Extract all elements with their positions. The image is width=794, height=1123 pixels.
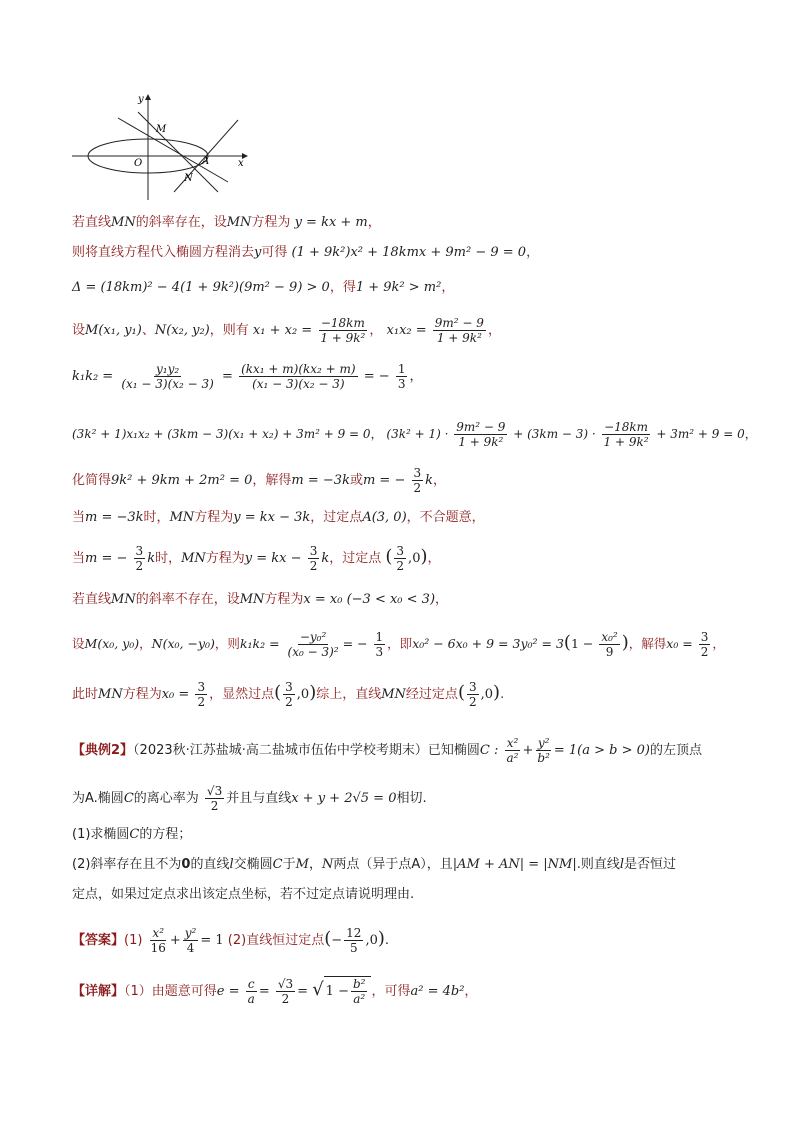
- t: 的斜率存在，设: [135, 215, 227, 230]
- num: −18km: [604, 420, 649, 434]
- t: (1)求椭圆: [72, 827, 130, 842]
- t: 经过定点: [405, 687, 458, 702]
- fraction: [149, 926, 168, 955]
- num: c: [247, 977, 255, 991]
- num: y²: [184, 926, 197, 940]
- m: MN: [239, 592, 265, 607]
- fraction: [699, 630, 711, 659]
- m: x₁ + x₂ =: [252, 323, 313, 338]
- fraction: [396, 362, 408, 391]
- text-line-5: [72, 362, 724, 391]
- m: k: [425, 473, 434, 488]
- den: 9: [605, 645, 614, 659]
- m: N: [321, 857, 334, 872]
- m: MN: [226, 215, 252, 230]
- t: ，: [487, 323, 501, 338]
- m: MN: [111, 592, 136, 607]
- m: C: [272, 857, 283, 872]
- t: 方程为: [194, 510, 234, 525]
- fraction: [119, 362, 216, 391]
- den: 2: [210, 799, 219, 813]
- m: 0: [369, 933, 378, 948]
- m: 9k² + 9km + 2m² = 0: [111, 473, 253, 488]
- num: 3: [413, 466, 422, 480]
- m: M(x₀, y₀): [84, 636, 140, 651]
- text-line-6: [72, 420, 757, 449]
- m: 1 −: [570, 636, 594, 651]
- num: (kx₁ + m)(kx₂ + m): [241, 362, 356, 376]
- m: Δ = (18km)² − 4(1 + 9k²)(9m² − 9) > 0: [72, 280, 330, 295]
- fraction: [433, 316, 486, 345]
- num: 3: [197, 680, 206, 694]
- t: ，不合题意，: [406, 510, 485, 525]
- m: +: [169, 933, 181, 948]
- t: ，: [435, 592, 449, 607]
- t: 两点（异于点A），且: [333, 857, 453, 872]
- t: (2)斜率存在且不为: [72, 857, 182, 872]
- den: 4: [186, 941, 195, 955]
- num: b²: [352, 977, 366, 991]
- m: = −: [363, 369, 390, 384]
- text-line-7: [72, 466, 724, 495]
- m: (3k² + 1) ·: [386, 427, 449, 441]
- m: 0: [300, 687, 310, 702]
- t: ，则: [214, 636, 240, 651]
- num: −18km: [320, 316, 365, 330]
- m: x₁x₂ =: [386, 323, 427, 338]
- den: 3: [397, 377, 406, 391]
- text-line-11: 设M(x₀, y₀)，N(x₀, −y₀)，则k₁k₂ = $\frac{\text{−y₀²}}{\text{(x₀ − 3)²}}$ = − $\frac{1}{3}$ ，即x₀² − 6x₀ + 9 = 3y₀² = 3(1 − $\frac{\text{x₀²}}{9}$ )，解得x₀ = $\frac{3}{2}$ ，: [72, 630, 725, 659]
- num: 3: [285, 680, 293, 694]
- t: ，: [308, 857, 322, 872]
- t: ，即: [387, 636, 413, 651]
- fraction: [246, 977, 257, 1006]
- m: m = −3k: [85, 510, 144, 525]
- den: 2: [413, 481, 422, 495]
- m: x + y + 2√5 = 0: [291, 791, 397, 806]
- t: 的斜率不存在，设: [135, 592, 240, 607]
- t: （2023秋·江苏盐城·高二盐城市伍佑中学校考期末）已知椭圆: [133, 743, 480, 758]
- num: x²: [506, 736, 519, 750]
- t: .则直线: [576, 857, 620, 872]
- label-x: x: [238, 158, 244, 169]
- t: 方程为: [264, 592, 304, 607]
- m: y: [254, 245, 262, 260]
- t: ，: [712, 636, 725, 651]
- m: k₁k₂ =: [239, 636, 280, 651]
- den: 3: [375, 645, 384, 659]
- fraction: [195, 680, 207, 709]
- m: C: [123, 791, 134, 806]
- den: 1 + 9k²: [436, 331, 482, 345]
- t: 当: [72, 551, 86, 566]
- answer-label: 【答案】: [72, 933, 125, 948]
- fraction: [308, 544, 320, 573]
- fraction: [374, 630, 386, 659]
- t: ，: [369, 323, 383, 338]
- m: k: [147, 551, 156, 566]
- den: 2: [396, 559, 405, 573]
- t: ，过定点: [329, 551, 382, 566]
- fraction: [394, 544, 406, 573]
- text-line-10: [72, 589, 724, 611]
- fraction: [344, 926, 363, 955]
- text-line-8: [72, 507, 724, 529]
- m: 1 + 9k² > m²: [355, 280, 442, 295]
- m: =: [258, 984, 270, 999]
- den: 16: [150, 941, 166, 955]
- den: 2: [285, 695, 293, 709]
- den: 2: [700, 645, 709, 659]
- t: ，则有: [209, 323, 249, 338]
- num: x²: [152, 926, 164, 940]
- t: 的离心率为: [133, 791, 199, 806]
- num: 9m² − 9: [434, 316, 484, 330]
- text-line-12: 此时MN方程为x₀ = $\frac{3}{2}$ ，显然过点( $\frac{3}{2}$ ,0)综上，直线MN经过定点( $\frac{3}{2}$ ,0).: [72, 680, 505, 709]
- den: 1 + 9k²: [603, 435, 649, 449]
- m: a² = 4b²: [410, 984, 465, 999]
- m: MN: [169, 510, 195, 525]
- y-axis-arrow: [145, 94, 151, 100]
- m: l: [229, 857, 234, 872]
- t: 0: [181, 857, 191, 872]
- fraction: [602, 420, 651, 449]
- m: MN: [381, 687, 406, 702]
- m: x₀ =: [161, 687, 190, 702]
- num: √3: [277, 977, 294, 991]
- t: ，解得: [252, 473, 292, 488]
- m: =: [222, 369, 233, 384]
- t: ，显然过点: [209, 687, 275, 702]
- fraction: [599, 630, 619, 659]
- fraction: [134, 544, 146, 573]
- num: 12: [346, 926, 362, 940]
- m: M(x₁, y₁): [85, 323, 142, 338]
- t: ，: [744, 427, 757, 441]
- t: 可得: [261, 245, 288, 260]
- fraction: [205, 784, 224, 813]
- den: 1 + 9k²: [320, 331, 366, 345]
- fraction: [535, 736, 552, 765]
- den: a²: [353, 992, 366, 1006]
- label-n: N: [184, 173, 193, 184]
- t: ，解得: [628, 636, 667, 651]
- t: (1): [124, 933, 143, 948]
- den: 2: [135, 559, 144, 573]
- fraction: [454, 420, 507, 449]
- t: 化简得: [72, 473, 112, 488]
- t: 的直线: [190, 857, 230, 872]
- t: 于: [282, 857, 296, 872]
- t: ，: [367, 215, 381, 230]
- num: 3: [396, 544, 405, 558]
- den: a²: [506, 751, 519, 765]
- label-a: A: [202, 156, 210, 167]
- m: = 1: [200, 933, 224, 948]
- t: 并且与直线: [226, 791, 292, 806]
- t: 方程为: [205, 551, 245, 566]
- t: （1）由题意可得: [124, 984, 217, 999]
- fraction: [183, 926, 199, 955]
- m: y = kx −: [244, 551, 302, 566]
- m: m = −: [362, 473, 406, 488]
- ellipse-figure: [70, 92, 260, 202]
- m: +: [522, 743, 534, 758]
- t: 综上，直线: [316, 687, 382, 702]
- t: 则将直线方程代入椭圆方程消去: [72, 245, 255, 260]
- t: ，: [441, 280, 455, 295]
- fraction: [286, 630, 341, 659]
- m: C :: [479, 743, 499, 758]
- t: ，可得: [371, 984, 411, 999]
- num: y₁y₂: [156, 362, 180, 376]
- t: 的左顶点: [650, 743, 703, 758]
- m: l: [619, 857, 625, 872]
- m: = 1(a > b > 0): [553, 743, 650, 758]
- m: 0: [412, 551, 421, 566]
- text-line-19: 【详解】（1）由题意可得e = $\frac{c}{a}$ = $\frac{√3}{2}$ = √ 1 − $\frac{\text{b²}}{\text{a²}}$ ，可得a² = 4b²，: [72, 977, 478, 1006]
- num: 3: [135, 544, 144, 558]
- m: A(3, 0): [362, 510, 407, 525]
- t: 若直线: [72, 215, 112, 230]
- num: 1: [397, 362, 406, 376]
- m: (1 + 9k²)x² + 18kmx + 9m² − 9 = 0: [291, 245, 527, 260]
- t: 交椭圆: [233, 857, 273, 872]
- text-line-18: 【答案】(1) $\frac{\text{x²}}{16}$ + $\frac{\text{y²}}{4}$ = 1 (2)直线恒过定点(− $\frac{12}{5}$ ,0).: [72, 926, 390, 955]
- den: 1 + 9k²: [458, 435, 504, 449]
- m: + 3m² + 9 = 0: [656, 427, 745, 441]
- t: 时，: [155, 551, 182, 566]
- t: 定点，如果过定点求出该定点坐标，若不过定点请说明理由.: [72, 887, 415, 902]
- m: (3k² + 1)x₁x₂ + (3km − 3)(x₁ + x₂) + 3m² + 9 = 0: [72, 427, 371, 441]
- m: x = x₀ (−3 < x₀ < 3): [303, 592, 436, 607]
- t: 当: [72, 510, 86, 525]
- t: ，: [526, 245, 540, 260]
- text-line-14: [72, 784, 724, 813]
- num: 1: [375, 630, 384, 644]
- m: 0: [484, 687, 494, 702]
- num: 3: [468, 680, 477, 694]
- text-line-1: [72, 212, 724, 234]
- t: 时，: [143, 510, 170, 525]
- den: 5: [349, 941, 358, 955]
- t: 方程为: [251, 215, 291, 230]
- fraction: [239, 362, 358, 391]
- text-line-15: [72, 824, 724, 846]
- m: =: [297, 984, 309, 999]
- t: 的方程；: [139, 827, 192, 842]
- den: 2: [281, 992, 290, 1006]
- m: m = −: [85, 551, 128, 566]
- t: (2)直线恒过定点: [227, 933, 325, 948]
- text-line-16: [72, 854, 724, 876]
- m: = −: [342, 636, 368, 651]
- t: 方程为: [122, 687, 162, 702]
- num: √3: [206, 784, 223, 798]
- m: MN: [98, 687, 123, 702]
- m: k₁k₂ =: [72, 369, 114, 384]
- num: −y₀²: [299, 630, 327, 644]
- fraction: [467, 680, 479, 709]
- t: 设: [72, 636, 85, 651]
- label-y: y: [138, 94, 144, 105]
- m: MN: [181, 551, 206, 566]
- num: 3: [309, 544, 318, 558]
- m: x₀² − 6x₀ + 9 = 3y₀² = 3: [412, 636, 564, 651]
- m: e =: [216, 984, 240, 999]
- fraction: [412, 466, 424, 495]
- t: .: [384, 933, 390, 948]
- text-line-3: [72, 277, 724, 299]
- m: |AM + AN| = |NM|: [452, 857, 577, 872]
- t: ，: [409, 369, 423, 384]
- t: ，: [370, 427, 383, 441]
- m: M: [295, 857, 309, 872]
- den: (x₁ − 3)(x₂ − 3): [121, 377, 214, 391]
- text-line-9: 当m = − $\frac{3}{2}$ k时，MN方程为y = kx − $\frac{3}{2}$ k，过定点 ( $\frac{3}{2}$ ,0)，: [72, 544, 441, 573]
- label-m: M: [156, 124, 167, 135]
- t: ，: [139, 636, 152, 651]
- t: ，: [464, 984, 478, 999]
- t: ，: [427, 551, 441, 566]
- detail-label: 【详解】: [72, 984, 125, 999]
- t: 为A.椭圆: [72, 791, 124, 806]
- t: ，过定点: [310, 510, 363, 525]
- den: 2: [468, 695, 477, 709]
- fraction: [276, 977, 295, 1006]
- m: y = kx − 3k: [233, 510, 311, 525]
- label-origin: O: [134, 158, 143, 169]
- m: x₀ =: [666, 636, 693, 651]
- den: (x₀ − 3)²: [287, 645, 339, 659]
- den: 2: [197, 695, 206, 709]
- den: 2: [309, 559, 318, 573]
- den: (x₁ − 3)(x₂ − 3): [252, 377, 345, 391]
- t: 若直线: [72, 592, 112, 607]
- num: x₀²: [601, 630, 618, 644]
- t: 设: [72, 323, 86, 338]
- m: N(x₂, y₂): [154, 323, 210, 338]
- t: ，: [433, 473, 447, 488]
- m: k: [321, 551, 330, 566]
- t: 、: [141, 323, 155, 338]
- m: C: [129, 827, 140, 842]
- den: a: [247, 992, 255, 1006]
- t: .: [500, 687, 505, 702]
- fraction: [505, 736, 521, 765]
- num: 3: [700, 630, 709, 644]
- text-line-17: [72, 884, 724, 906]
- num: y²: [537, 736, 550, 750]
- m: m = −3k: [291, 473, 350, 488]
- text-line-13: [72, 736, 724, 765]
- text-line-2: [72, 242, 724, 264]
- m: y = kx + m: [294, 215, 368, 230]
- fraction: [351, 977, 368, 1006]
- fraction: [318, 316, 367, 345]
- text-line-4: [72, 316, 724, 345]
- fraction: [283, 680, 295, 709]
- m: N(x₀, −y₀): [151, 636, 215, 651]
- t: 相切.: [396, 791, 427, 806]
- m: MN: [111, 215, 136, 230]
- t: 此时: [72, 687, 99, 702]
- t: 是否恒过: [624, 857, 677, 872]
- t: 或: [349, 473, 363, 488]
- example-label: 【典例2】: [72, 743, 134, 758]
- num: 9m² − 9: [456, 420, 506, 434]
- m: + (3km − 3) ·: [513, 427, 596, 441]
- t: ，得: [329, 280, 356, 295]
- den: b²: [537, 751, 550, 765]
